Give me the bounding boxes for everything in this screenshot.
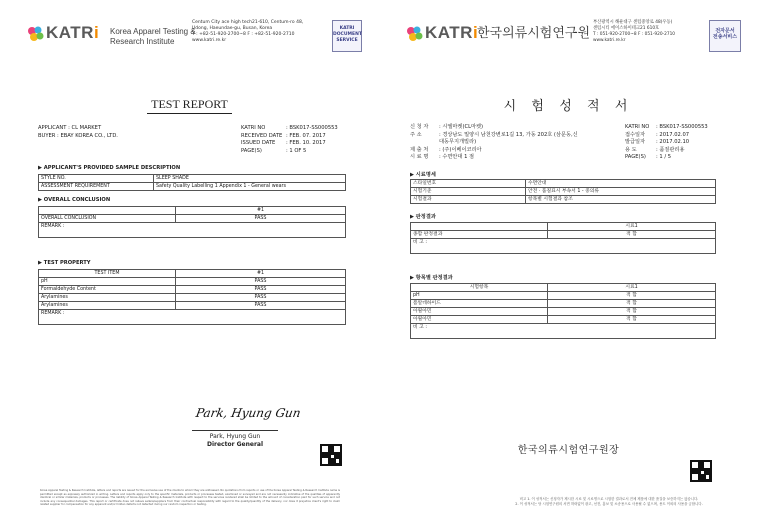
pages-label: PAGE(S) bbox=[241, 147, 262, 154]
issued-date-value: : 2017.02.10 bbox=[656, 139, 690, 146]
received-date-label: RECEIVED DATE bbox=[241, 132, 283, 139]
table-cell: #1 bbox=[176, 270, 346, 278]
table-row bbox=[39, 207, 346, 215]
submit-to-value: : (주)이베이코리아 bbox=[439, 146, 482, 153]
table-cell: Safety Quality Labelling 1 Appendix 1 - General wears bbox=[154, 183, 346, 191]
sample-description-heading: ▶ APPLICANT'S PROVIDED SAMPLE DESCRIPTION bbox=[38, 165, 181, 171]
issued-date-value: : FEB. 10. 2017 bbox=[286, 140, 326, 147]
table-row bbox=[411, 324, 716, 339]
table-row bbox=[411, 180, 716, 188]
table-cell: 적 합 bbox=[548, 308, 716, 316]
table-row bbox=[411, 308, 716, 316]
table-cell: STYLE NO. bbox=[39, 175, 154, 183]
remark-cell: REMARK : bbox=[39, 310, 346, 325]
report-title bbox=[0, 97, 379, 114]
institute-name: 한국의류시험연구원 bbox=[477, 25, 591, 40]
report-meta-values bbox=[286, 125, 338, 155]
address-label-spacer bbox=[410, 139, 428, 147]
table-row bbox=[411, 231, 716, 239]
logo-text: KATRi bbox=[46, 23, 100, 42]
overall-conclusion-table bbox=[38, 206, 346, 238]
sample-description-table bbox=[38, 174, 346, 191]
institute-name-line1: Korea Apparel Testing & bbox=[110, 27, 196, 36]
report-title bbox=[379, 95, 758, 115]
purpose-label: 용 도 bbox=[625, 146, 637, 153]
footer-note-1: 비고 1. 이 성적서는 신청자가 제시한 시료 및 시료명으로 시험한 결과로서 전체 제품에 대한 품질을 보증하지는 않습니다. bbox=[519, 497, 699, 501]
pages-value: : 1 / 5 bbox=[656, 154, 672, 161]
report-meta-values bbox=[656, 124, 708, 162]
table-cell: 스타일번호 bbox=[411, 180, 526, 188]
applicant-info bbox=[38, 125, 118, 140]
sample-description-heading: ▶ 시료명세 bbox=[410, 172, 436, 178]
report-meta-keys bbox=[241, 125, 282, 155]
purpose-value: : 품질관리용 bbox=[656, 146, 685, 153]
institute-address: Centum City ace high tech21-610, Centum-ro 48, Udong, Haeundae-gu, Busan, Korea T : +82-51-920-2700~8 F : +82-51-920-2710 www.katri.re.kr bbox=[192, 20, 304, 43]
sample-name-label: 시 료 명 bbox=[410, 154, 429, 161]
sample-name-value: : 수면안대 1 점 bbox=[439, 154, 475, 161]
table-cell: TEST ITEM bbox=[39, 270, 176, 278]
received-date-value: : 2017.02.07 bbox=[656, 131, 690, 138]
table-row bbox=[39, 310, 346, 325]
signer-title: Director General bbox=[206, 441, 264, 448]
table-cell: 시험기준 bbox=[411, 188, 526, 196]
table-cell: 적 합 bbox=[548, 231, 716, 239]
table-cell: 폼알데하이드 bbox=[411, 300, 548, 308]
table-cell: 수면안대 bbox=[526, 180, 716, 188]
table-cell: 적 합 bbox=[548, 300, 716, 308]
korean-test-report-page bbox=[379, 0, 758, 532]
legal-footer bbox=[479, 497, 739, 507]
sample-description-table bbox=[410, 179, 716, 204]
table-cell: PASS bbox=[176, 215, 346, 223]
table-cell: Formaldehyde Content bbox=[39, 286, 176, 294]
report-title-text: TEST REPORT bbox=[147, 97, 232, 114]
test-property-heading: ▶ TEST PROPERTY bbox=[38, 260, 91, 266]
table-row bbox=[39, 175, 346, 183]
applicant-info-keys bbox=[410, 124, 428, 162]
table-cell: 안전 · 품질표시 부속서 1 - 중의류 bbox=[526, 188, 716, 196]
institute-address: 부산광역시 해운대구 센텀중앙로 48(우동) 센텀시티 에이스하이테크21 610호 T : 051-920-2700~8 F : 051-920-2710 www.katri.re.kr bbox=[593, 20, 676, 43]
institute-name-line2: Research Institute bbox=[110, 37, 175, 46]
pages-label: PAGE(S) bbox=[625, 154, 646, 161]
overall-conclusion-table bbox=[410, 222, 716, 254]
address-value-cont: 대동무지개빌라) bbox=[439, 139, 477, 146]
institute-director-signature: 한국의류시험연구원장 bbox=[517, 445, 620, 456]
table-cell: ASSESSMENT REQUIREMENT bbox=[39, 183, 154, 191]
table-row bbox=[411, 316, 716, 324]
table-cell: PASS bbox=[176, 294, 346, 302]
table-row bbox=[39, 215, 346, 223]
table-cell bbox=[39, 207, 176, 215]
table-cell: #1 bbox=[176, 207, 346, 215]
table-row bbox=[411, 188, 716, 196]
table-cell: 시료1 bbox=[548, 284, 716, 292]
pages-value: : 1 OF 5 bbox=[286, 147, 307, 154]
table-cell: 적 합 bbox=[548, 316, 716, 324]
katri-no-value: : BSK017-SS000553 bbox=[656, 124, 708, 130]
katri-no-label: KATRI NO bbox=[625, 124, 650, 130]
report-meta-keys bbox=[625, 124, 649, 162]
table-row bbox=[39, 270, 346, 278]
table-row bbox=[411, 284, 716, 292]
overall-conclusion-heading: ▶ OVERALL CONCLUSION bbox=[38, 197, 111, 203]
table-cell: 항목별 시험결과 참조 bbox=[526, 196, 716, 204]
katri-no-value: : BSK017-SS000553 bbox=[286, 125, 338, 131]
submit-to-label: 제 출 처 bbox=[410, 146, 429, 153]
remark-cell: 비 고 : bbox=[411, 324, 716, 339]
katri-logo-icon bbox=[26, 24, 46, 44]
overall-conclusion-heading: ▶ 판정결과 bbox=[410, 214, 436, 220]
table-cell: 시료1 bbox=[548, 223, 716, 231]
legal-footer: Korea Apparel Testing & Research Institute, letters and reports are issued for the exclusive use of the clients to whom they are addressed. No quotations from reports or use of the Korea Apparel Testing & Research Institute name is permitted except as expressly authorized in writing. Letters and reports apply only to the specific materials, products or processes tested, examined or surveyed and are not necessarily indicative of the qualities of apparently identical or similar materials, products or processes. The liability of Korea Apparel Testing & Research Institute with respect to the services rendered shall be limited to the amount of consideration paid for such service and not include any consequential damages. This report or certificate does not relieve sellers/suppliers from their contractual responsibility with regard to the quality/quantity of the delivery, nor does it prejudice client's right to claim related supplier for compensation for any apparent and/or hidden defects not detected during our random inspection or testing. bbox=[40, 489, 340, 507]
signature-line bbox=[192, 430, 278, 431]
table-row bbox=[39, 278, 346, 286]
table-cell: Arylamines bbox=[39, 294, 176, 302]
applicant-line: APPLICANT : CL MARKET bbox=[38, 125, 102, 131]
buyer-line: BUYER : EBAY KOREA CO., LTD. bbox=[38, 132, 118, 139]
report-header bbox=[405, 16, 739, 56]
katri-logo-icon bbox=[405, 24, 425, 44]
table-row bbox=[411, 239, 716, 254]
table-row bbox=[39, 223, 346, 238]
table-cell: 적 합 bbox=[548, 292, 716, 300]
remark-cell: REMARK : bbox=[39, 223, 346, 238]
table-cell: 시험결과 bbox=[411, 196, 526, 204]
table-cell: pH bbox=[411, 292, 548, 300]
test-property-table bbox=[410, 283, 716, 339]
table-row bbox=[411, 223, 716, 231]
issued-date-label: ISSUED DATE bbox=[241, 140, 276, 147]
document-service-badge: KATRI DOCUMENT SERVICE bbox=[332, 20, 362, 52]
table-cell: PASS bbox=[176, 302, 346, 310]
table-row bbox=[39, 286, 346, 294]
table-cell: PASS bbox=[176, 286, 346, 294]
table-row bbox=[39, 302, 346, 310]
address-label: 주 소 bbox=[410, 131, 422, 138]
table-cell bbox=[411, 223, 548, 231]
table-row bbox=[39, 294, 346, 302]
qr-code-icon bbox=[690, 460, 712, 482]
table-cell: 아릴아민 bbox=[411, 308, 548, 316]
applicant-info-values bbox=[439, 124, 578, 162]
table-row bbox=[39, 183, 346, 191]
signer-name: Park, Hyung Gun bbox=[209, 433, 261, 440]
test-property-heading: ▶ 항목별 판정결과 bbox=[410, 275, 453, 281]
report-title-text: 시 험 성 적 서 bbox=[503, 98, 634, 113]
table-cell: OVERALL CONCLUSION bbox=[39, 215, 176, 223]
table-cell: 시험항목 bbox=[411, 284, 548, 292]
table-row bbox=[411, 292, 716, 300]
test-property-table bbox=[38, 269, 346, 325]
document-service-badge: 전자문서 전송서비스 bbox=[709, 20, 741, 52]
table-row bbox=[411, 196, 716, 204]
table-cell: SLEEP SHADE bbox=[154, 175, 346, 183]
director-signature: Park, Hyung Gun bbox=[194, 406, 302, 420]
katri-no-label: KATRI NO bbox=[241, 125, 266, 131]
received-date-label: 접수일자 bbox=[625, 131, 646, 138]
table-cell: pH bbox=[39, 278, 176, 286]
remark-cell: 비 고 : bbox=[411, 239, 716, 254]
applicant-label: 신 청 자 bbox=[410, 124, 429, 130]
signer-block bbox=[200, 433, 270, 449]
footer-note-2: 2. 이 성적서는 당 시험연구원의 서면 허락없이 광고, 선전, 홍보 및 소송용으로 사용될 수 없으며, 용도 이외의 사용을 금합니다. bbox=[515, 502, 703, 506]
address-value: : 경상남도 밀양시 남천강변로1길 13, 가동 202호 (삼문동,신 bbox=[439, 131, 578, 138]
table-row bbox=[411, 300, 716, 308]
applicant-value: : 시엘마켓(CL마켓) bbox=[439, 124, 484, 130]
table-cell: Arylamines bbox=[39, 302, 176, 310]
issued-date-label: 발급일자 bbox=[625, 139, 646, 146]
qr-code-icon bbox=[320, 444, 342, 466]
received-date-value: : FEB. 07. 2017 bbox=[286, 132, 326, 139]
report-header bbox=[26, 16, 360, 56]
table-cell: PASS bbox=[176, 278, 346, 286]
table-cell: 아릴아민 bbox=[411, 316, 548, 324]
logo-text: KATRi bbox=[425, 23, 479, 42]
table-cell: 종합 판정결과 bbox=[411, 231, 548, 239]
